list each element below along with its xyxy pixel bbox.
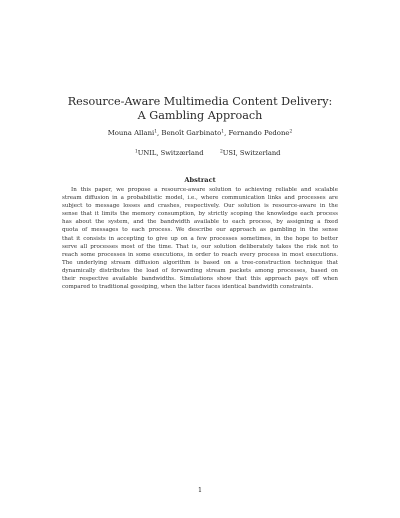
author-list [60,129,340,138]
abstract-line: sense that it limits the memory consumption, by strictly scoping the knowledge each process [62,211,338,218]
abstract-heading: Abstract [184,176,216,184]
paper-title [60,95,340,122]
abstract-line: that it consists in accepting to give up on a few processes sometimes, in the hope to better [62,235,338,242]
abstract-line: serve all processes most of the time. That is, our solution deliberately takes the risk not to [62,243,338,250]
abstract-body [62,186,338,291]
affiliation-text: UNIL, Switzærland [137,149,204,157]
author-name: Mouna Allani [107,129,155,137]
affiliation [135,149,203,158]
abstract-line: their respective available bandwidths. Simulations show that this approach pays off when [62,276,338,283]
author-affiliation-mark: 1 [221,129,225,135]
affiliation-text: USI, Switzerland [222,149,281,157]
abstract-line: dynamically distributes the load of forwarding stream packets among processes, based on [62,267,338,274]
author-name: Benoît Garbinato [161,129,222,137]
author-separator: , [157,129,162,137]
title-line-1: Resource-Aware Multimedia Content Delivery: [67,95,333,108]
abstract-line: In this paper, we propose a resource-aware solution to achieving reliable and scalable [71,187,338,193]
affiliation-mark: 1 [135,149,138,155]
affiliation [220,149,280,158]
title-line-2: A Gambling Approach [137,108,263,122]
abstract-line: has about the system, and the bandwidth available to each process, by assigning a fixed [62,219,338,226]
author-separator: , [224,129,229,137]
abstract-line: stream diffusion in a probabilistic model, i.e., where communication links and processes are [62,195,338,202]
abstract-line: quota of messages to each process. We describe our approach as gambling in the sense [62,227,338,234]
author-name: Fernando Pedone [228,129,290,137]
author-affiliation-mark: 1 [154,129,158,135]
abstract-line: compared to traditional gossiping, when the latter faces identical bandwidth constraints. [62,284,314,291]
author-affiliation-mark: 2 [289,129,293,135]
affiliation-mark: 2 [220,149,223,155]
abstract-line: The underlying stream diffusion algorithm is based on a tree-construction technique that [62,259,338,266]
page-number: 1 [197,487,202,494]
abstract-line: subject to message losses and crashes, respectively. Our solution is resource-aware in the [62,203,338,210]
abstract-line: reach some processes in some executions, in order to reach every process in most executions. [62,251,338,258]
